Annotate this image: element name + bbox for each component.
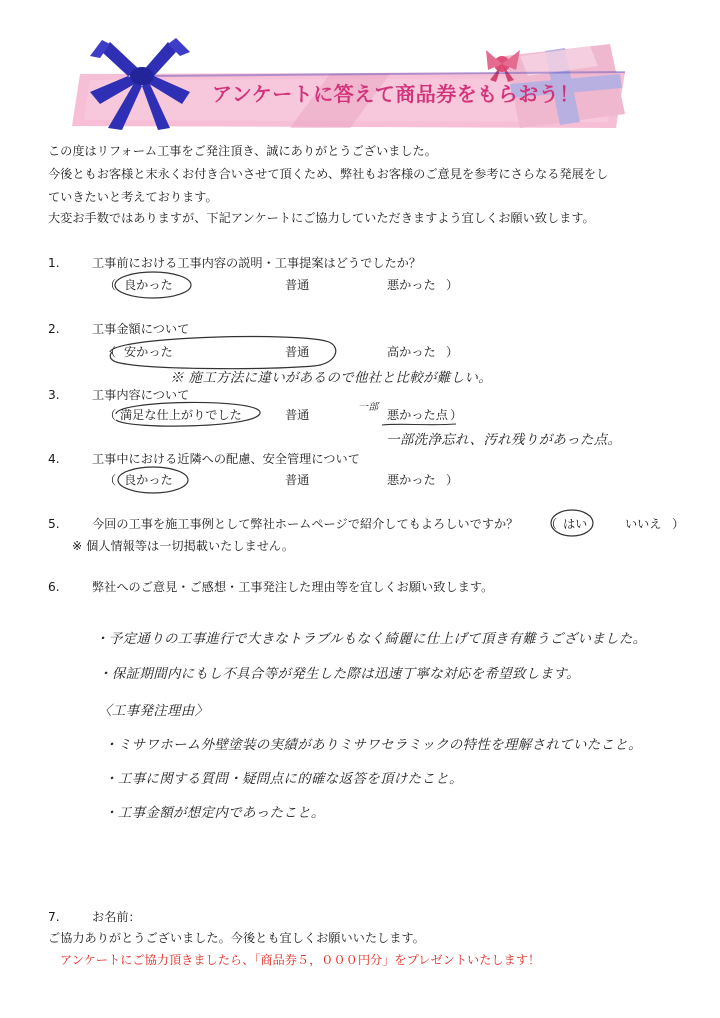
paren-open: （ — [545, 517, 558, 531]
selection-circle-mark — [112, 268, 194, 302]
question-text: 今回の工事を施工事例として弊社ホームページで紹介してもよろしいですか？ — [92, 517, 519, 531]
handwritten-mark: 一部 — [358, 402, 379, 413]
selection-circle-mark — [114, 463, 192, 497]
question-text: 工事金額について — [92, 322, 190, 336]
handwritten-comment: ・ミサワホーム外壁塗装の実績がありミサワセラミックの特性を理解されていたこと。 — [104, 737, 642, 753]
handwritten-note: ※ 施工方法に違いがあるので他社と比較が難しい。 — [170, 370, 492, 386]
option: 悪かった — [387, 278, 436, 292]
question-number: 4. — [48, 452, 60, 466]
paren-close: ） — [672, 517, 685, 531]
handwritten-comment: ・工事金額が想定内であったこと。 — [104, 805, 325, 821]
paren-open: （ — [104, 473, 117, 487]
selection-circle-mark — [548, 506, 596, 540]
closing-text: ご協力ありがとうございました。今後とも宜しくお願いいたします。 — [48, 931, 425, 945]
option: 悪かった — [387, 473, 436, 487]
handwritten-comment: ・工事に関する質問・疑問点に的確な返答を頂けたこと。 — [104, 771, 463, 787]
question-number: 7. — [48, 910, 60, 924]
option: 普通 — [285, 473, 310, 487]
question-text: 工事内容について — [92, 388, 190, 402]
banner-title: アンケートに答えて商品券をもらおう！ — [212, 82, 580, 106]
handwritten-comment: ・予定通りの工事進行で大きなトラブルもなく綺麗に仕上げて頂き有難うございました。 — [95, 631, 647, 647]
option-selected: 満足な仕上がりでした — [120, 408, 242, 422]
option: いいえ — [625, 517, 662, 531]
paren-open: （ — [104, 408, 117, 422]
question-text: 弊社へのご意見・ご感想・工事発注した理由等を宜しくお願い致します。 — [92, 580, 494, 594]
handwritten-comment: ・保証期間内にもし不具合等が発生した際は迅速丁寧な対応を希望致します。 — [98, 666, 580, 682]
paren-close: ） — [450, 408, 463, 422]
question-number: 2. — [48, 322, 60, 336]
option: 高かった — [387, 345, 436, 359]
option-selected: 良かった — [124, 278, 173, 292]
name-label: お名前： — [92, 910, 141, 924]
paren-close: ） — [446, 473, 459, 487]
intro-line: 大変お手数ではありますが、下記アンケートにご協力していただきますよう宜しくお願い致します。 — [48, 211, 595, 225]
option-selected: 悪かった点 — [387, 408, 448, 422]
question-text: 工事中における近隣への配慮、安全管理について — [92, 452, 360, 466]
option: 安かった — [124, 345, 173, 359]
paren-close: ） — [446, 345, 459, 359]
selection-circle-mark — [108, 396, 268, 432]
promo-text: アンケートにご協力頂きましたら、「商品券５，０００円分」をプレゼントいたします！ — [60, 953, 541, 967]
intro-line: この度はリフォーム工事をご発注頂き、誠にありがとうございました。 — [48, 144, 437, 158]
privacy-note: ※ 個人情報等は一切掲載いたしません。 — [72, 539, 295, 553]
handwritten-comment: 〈工事発注理由〉 — [98, 703, 209, 719]
option-selected: 普通 — [285, 345, 310, 359]
intro-line: 今後ともお客様と末永くお付き合いさせて頂くため、弊社もお客様のご意見を参考にさらなる発展をし — [48, 167, 609, 181]
question-number: 6. — [48, 580, 60, 594]
question-number: 3. — [48, 388, 60, 402]
option: 普通 — [285, 278, 310, 292]
intro-line: ていきたいと考えております。 — [48, 190, 218, 204]
question-number: 5. — [48, 517, 60, 531]
option-selected: はい — [563, 517, 588, 531]
question-text: 工事前における工事内容の説明・工事提案はどうでしたか？ — [92, 256, 422, 270]
paren-open: （ — [104, 278, 117, 292]
paren-open: （ — [104, 345, 117, 359]
paren-close: ） — [446, 278, 459, 292]
option-selected: 良かった — [124, 473, 173, 487]
question-number: 1. — [48, 256, 60, 270]
option: 普通 — [285, 408, 310, 422]
handwritten-note: 一部洗浄忘れ、汚れ残りがあった点。 — [386, 432, 622, 448]
